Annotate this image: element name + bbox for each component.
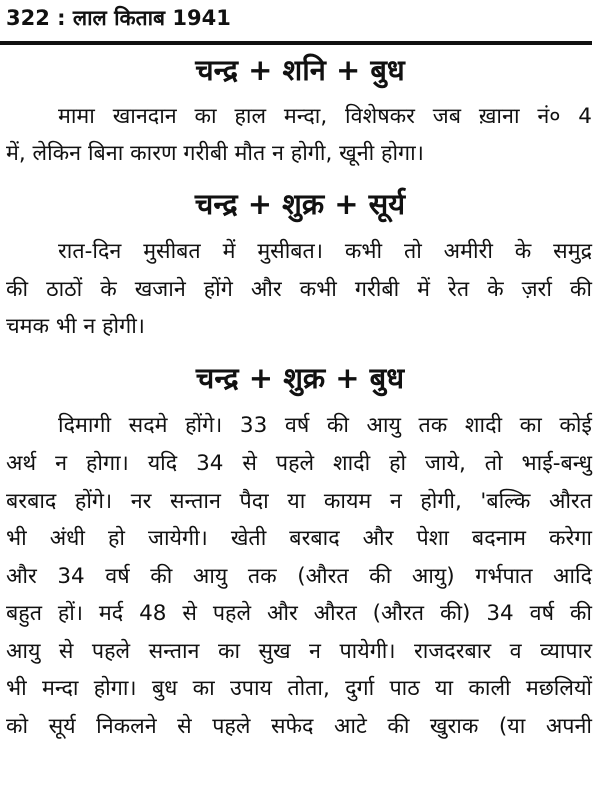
text-line: और 34 वर्ष की आयु तक (औरत की आयु) गर्भपात आदि <box>6 564 592 589</box>
text-line: चमक भी न होगी। <box>6 314 145 339</box>
text-line: भी मन्दा होगा। बुध का उपाय तोता, दुर्गा पाठ या काली मछलियों <box>6 676 592 701</box>
section-heading: चन्द्र + शुक्र + सूर्य <box>194 187 406 221</box>
text-line: में, लेकिन बिना कारण गरीबी मौत न होगी, खूनी होगा। <box>6 141 424 166</box>
text-line: की ठाठों के खजाने होंगे और कभी गरीबी में रेत के ज़र्रा की <box>6 277 592 302</box>
section-heading: चन्द्र + शनि + बुध <box>195 53 405 87</box>
text-line: रात-दिन मुसीबत में मुसीबत। कभी तो अमीरी के समुद्र <box>58 239 592 264</box>
text-line: बहुत हों। मर्द 48 से पहले और औरत (औरत की) 34 वर्ष की <box>6 601 592 626</box>
text-line: दिमागी सदमे होंगे। 33 वर्ष की आयु तक शादी का कोई <box>58 413 592 438</box>
text-line: बरबाद होंगे। नर सन्तान पैदा या कायम न होगी, 'बल्कि औरत <box>6 489 592 514</box>
page-header: 322 : लाल किताब 1941 <box>6 6 231 30</box>
text-line: भी अंधी हो जायेगी। खेती बरबाद और पेशा बदनाम करेगा <box>6 526 592 551</box>
text-line: मामा खानदान का हाल मन्दा, विशेषकर जब ख़ाना नं० 4 <box>58 104 592 129</box>
header-rule <box>0 41 592 45</box>
text-line: आयु से पहले सन्तान का सुख न पायेगी। राजदरबार व व्यापार <box>6 639 592 664</box>
text-line: को सूर्य निकलने से पहले सफेद आटे की खुराक (या अपनी <box>6 714 592 739</box>
section-heading: चन्द्र + शुक्र + बुध <box>195 361 405 395</box>
text-line: अर्थ न होगा। यदि 34 से पहले शादी हो जाये, तो भाई-बन्धु <box>6 451 592 476</box>
